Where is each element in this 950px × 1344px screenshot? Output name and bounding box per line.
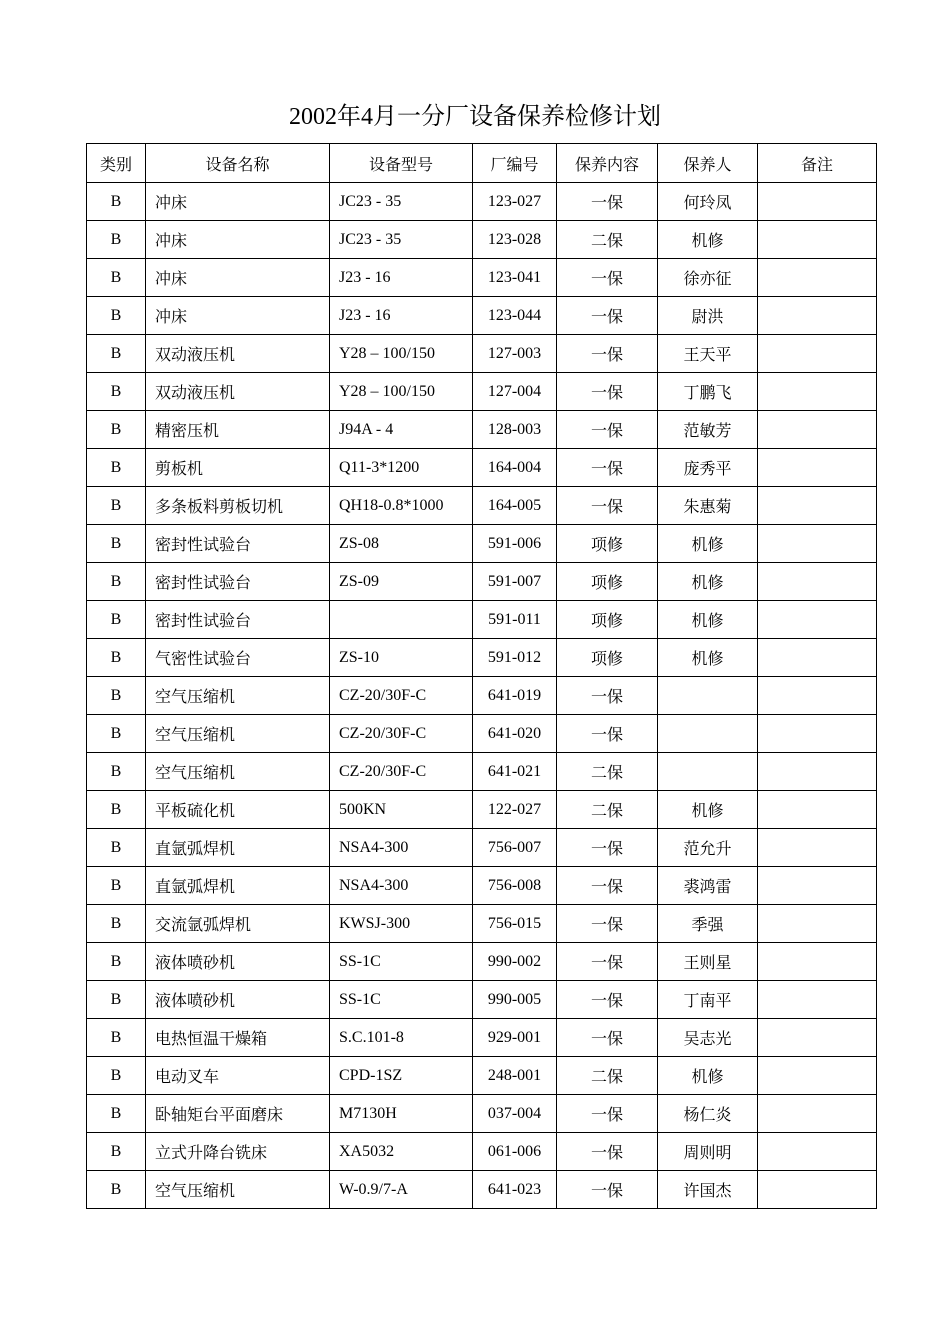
table-row bbox=[87, 981, 877, 1019]
cell-maintainer: 机修 bbox=[658, 791, 758, 829]
cell-equipment-model: XA5032 bbox=[330, 1133, 473, 1171]
cell-maintainer: 机修 bbox=[658, 639, 758, 677]
cell-maintainer: 机修 bbox=[658, 563, 758, 601]
cell-factory-number: 123-027 bbox=[473, 183, 557, 221]
cell-category: B bbox=[87, 601, 146, 639]
cell-remarks bbox=[758, 867, 877, 905]
cell-maintainer bbox=[658, 715, 758, 753]
cell-equipment-model: ZS-10 bbox=[330, 639, 473, 677]
cell-remarks bbox=[758, 905, 877, 943]
cell-maintenance-content: 一保 bbox=[557, 677, 658, 715]
cell-category: B bbox=[87, 335, 146, 373]
cell-remarks bbox=[758, 487, 877, 525]
header-maintainer: 保养人 bbox=[658, 144, 758, 183]
cell-maintenance-content: 一保 bbox=[557, 487, 658, 525]
cell-factory-number: 123-028 bbox=[473, 221, 557, 259]
cell-factory-number: 591-011 bbox=[473, 601, 557, 639]
table-row bbox=[87, 829, 877, 867]
cell-equipment-name: 平板硫化机 bbox=[146, 791, 330, 829]
cell-maintainer: 机修 bbox=[658, 221, 758, 259]
cell-remarks bbox=[758, 1171, 877, 1209]
cell-category: B bbox=[87, 411, 146, 449]
cell-factory-number: 123-041 bbox=[473, 259, 557, 297]
cell-maintainer: 王则星 bbox=[658, 943, 758, 981]
table-row bbox=[87, 525, 877, 563]
cell-equipment-name: 冲床 bbox=[146, 297, 330, 335]
cell-factory-number: 164-004 bbox=[473, 449, 557, 487]
cell-equipment-model bbox=[330, 601, 473, 639]
header-maintenance-content: 保养内容 bbox=[557, 144, 658, 183]
cell-equipment-name: 直氩弧焊机 bbox=[146, 867, 330, 905]
cell-maintenance-content: 一保 bbox=[557, 905, 658, 943]
header-factory-number: 厂编号 bbox=[473, 144, 557, 183]
table-row bbox=[87, 259, 877, 297]
cell-equipment-model: J23 - 16 bbox=[330, 259, 473, 297]
table-row bbox=[87, 297, 877, 335]
cell-equipment-name: 双动液压机 bbox=[146, 373, 330, 411]
cell-category: B bbox=[87, 981, 146, 1019]
cell-factory-number: 122-027 bbox=[473, 791, 557, 829]
cell-maintenance-content: 一保 bbox=[557, 259, 658, 297]
cell-equipment-model: CZ-20/30F-C bbox=[330, 753, 473, 791]
table-row bbox=[87, 411, 877, 449]
cell-maintainer: 机修 bbox=[658, 1057, 758, 1095]
cell-equipment-name: 密封性试验台 bbox=[146, 563, 330, 601]
cell-remarks bbox=[758, 753, 877, 791]
cell-equipment-name: 双动液压机 bbox=[146, 335, 330, 373]
cell-remarks bbox=[758, 791, 877, 829]
cell-maintenance-content: 一保 bbox=[557, 1133, 658, 1171]
table-row bbox=[87, 1057, 877, 1095]
cell-remarks bbox=[758, 449, 877, 487]
cell-equipment-name: 冲床 bbox=[146, 259, 330, 297]
cell-remarks bbox=[758, 525, 877, 563]
table-row bbox=[87, 791, 877, 829]
cell-factory-number: 641-021 bbox=[473, 753, 557, 791]
table-row bbox=[87, 1019, 877, 1057]
cell-maintainer: 杨仁炎 bbox=[658, 1095, 758, 1133]
cell-factory-number: 164-005 bbox=[473, 487, 557, 525]
cell-category: B bbox=[87, 259, 146, 297]
cell-equipment-model: CPD-1SZ bbox=[330, 1057, 473, 1095]
cell-category: B bbox=[87, 943, 146, 981]
cell-equipment-name: 气密性试验台 bbox=[146, 639, 330, 677]
header-equipment-name: 设备名称 bbox=[146, 144, 330, 183]
cell-equipment-name: 直氩弧焊机 bbox=[146, 829, 330, 867]
cell-remarks bbox=[758, 563, 877, 601]
cell-category: B bbox=[87, 829, 146, 867]
cell-category: B bbox=[87, 563, 146, 601]
cell-maintainer: 机修 bbox=[658, 601, 758, 639]
cell-maintainer: 范允升 bbox=[658, 829, 758, 867]
cell-equipment-model: NSA4-300 bbox=[330, 829, 473, 867]
table-row bbox=[87, 335, 877, 373]
cell-maintenance-content: 一保 bbox=[557, 335, 658, 373]
cell-equipment-name: 密封性试验台 bbox=[146, 525, 330, 563]
cell-equipment-model: CZ-20/30F-C bbox=[330, 715, 473, 753]
cell-remarks bbox=[758, 943, 877, 981]
cell-remarks bbox=[758, 373, 877, 411]
cell-maintainer: 周则明 bbox=[658, 1133, 758, 1171]
cell-remarks bbox=[758, 411, 877, 449]
header-category: 类别 bbox=[87, 144, 146, 183]
cell-equipment-name: 空气压缩机 bbox=[146, 1171, 330, 1209]
cell-maintenance-content: 一保 bbox=[557, 183, 658, 221]
cell-category: B bbox=[87, 677, 146, 715]
cell-factory-number: 929-001 bbox=[473, 1019, 557, 1057]
cell-equipment-model: J23 - 16 bbox=[330, 297, 473, 335]
table-row bbox=[87, 563, 877, 601]
cell-factory-number: 127-004 bbox=[473, 373, 557, 411]
cell-factory-number: 756-007 bbox=[473, 829, 557, 867]
cell-remarks bbox=[758, 981, 877, 1019]
cell-maintenance-content: 一保 bbox=[557, 981, 658, 1019]
cell-factory-number: 591-006 bbox=[473, 525, 557, 563]
cell-equipment-name: 冲床 bbox=[146, 183, 330, 221]
cell-equipment-model: S.C.101-8 bbox=[330, 1019, 473, 1057]
table-row bbox=[87, 639, 877, 677]
cell-equipment-name: 交流氩弧焊机 bbox=[146, 905, 330, 943]
cell-category: B bbox=[87, 1057, 146, 1095]
cell-category: B bbox=[87, 525, 146, 563]
cell-equipment-name: 立式升降台铣床 bbox=[146, 1133, 330, 1171]
cell-equipment-model: Y28 – 100/150 bbox=[330, 373, 473, 411]
cell-factory-number: 248-001 bbox=[473, 1057, 557, 1095]
cell-factory-number: 990-005 bbox=[473, 981, 557, 1019]
cell-remarks bbox=[758, 715, 877, 753]
cell-maintenance-content: 一保 bbox=[557, 829, 658, 867]
cell-equipment-name: 电热恒温干燥箱 bbox=[146, 1019, 330, 1057]
cell-equipment-model: Q11-3*1200 bbox=[330, 449, 473, 487]
cell-category: B bbox=[87, 905, 146, 943]
cell-equipment-name: 密封性试验台 bbox=[146, 601, 330, 639]
cell-equipment-name: 卧轴矩台平面磨床 bbox=[146, 1095, 330, 1133]
cell-maintenance-content: 二保 bbox=[557, 1057, 658, 1095]
cell-equipment-model: SS-1C bbox=[330, 943, 473, 981]
cell-maintenance-content: 一保 bbox=[557, 943, 658, 981]
table-row bbox=[87, 601, 877, 639]
cell-maintenance-content: 一保 bbox=[557, 1095, 658, 1133]
cell-equipment-model: KWSJ-300 bbox=[330, 905, 473, 943]
cell-remarks bbox=[758, 335, 877, 373]
cell-maintenance-content: 项修 bbox=[557, 601, 658, 639]
cell-maintenance-content: 项修 bbox=[557, 639, 658, 677]
cell-equipment-name: 电动叉车 bbox=[146, 1057, 330, 1095]
table-row bbox=[87, 373, 877, 411]
cell-remarks bbox=[758, 297, 877, 335]
table-row bbox=[87, 1171, 877, 1209]
cell-equipment-name: 冲床 bbox=[146, 221, 330, 259]
cell-maintenance-content: 二保 bbox=[557, 221, 658, 259]
cell-factory-number: 641-023 bbox=[473, 1171, 557, 1209]
table-row bbox=[87, 1133, 877, 1171]
table-row bbox=[87, 867, 877, 905]
cell-category: B bbox=[87, 867, 146, 905]
table-row bbox=[87, 221, 877, 259]
cell-category: B bbox=[87, 791, 146, 829]
cell-equipment-name: 液体喷砂机 bbox=[146, 981, 330, 1019]
cell-category: B bbox=[87, 449, 146, 487]
cell-maintenance-content: 一保 bbox=[557, 449, 658, 487]
table-row bbox=[87, 1095, 877, 1133]
cell-maintainer: 裘鸿雷 bbox=[658, 867, 758, 905]
cell-category: B bbox=[87, 639, 146, 677]
cell-maintainer: 尉洪 bbox=[658, 297, 758, 335]
cell-equipment-model: JC23 - 35 bbox=[330, 221, 473, 259]
document-title: 2002年4月一分厂设备保养检修计划 bbox=[289, 104, 661, 130]
cell-equipment-model: CZ-20/30F-C bbox=[330, 677, 473, 715]
cell-category: B bbox=[87, 1019, 146, 1057]
cell-maintainer: 丁鹏飞 bbox=[658, 373, 758, 411]
cell-equipment-model: W-0.9/7-A bbox=[330, 1171, 473, 1209]
table-row bbox=[87, 487, 877, 525]
table-row bbox=[87, 905, 877, 943]
cell-remarks bbox=[758, 639, 877, 677]
cell-equipment-model: QH18-0.8*1000 bbox=[330, 487, 473, 525]
table-row bbox=[87, 183, 877, 221]
cell-equipment-model: ZS-08 bbox=[330, 525, 473, 563]
cell-category: B bbox=[87, 715, 146, 753]
cell-equipment-model: ZS-09 bbox=[330, 563, 473, 601]
cell-category: B bbox=[87, 221, 146, 259]
cell-maintenance-content: 二保 bbox=[557, 753, 658, 791]
cell-maintainer: 季强 bbox=[658, 905, 758, 943]
cell-maintainer: 王天平 bbox=[658, 335, 758, 373]
cell-maintainer: 庞秀平 bbox=[658, 449, 758, 487]
table-header-row bbox=[87, 144, 877, 183]
cell-category: B bbox=[87, 487, 146, 525]
cell-equipment-name: 空气压缩机 bbox=[146, 715, 330, 753]
cell-remarks bbox=[758, 601, 877, 639]
table-row bbox=[87, 943, 877, 981]
cell-category: B bbox=[87, 753, 146, 791]
cell-category: B bbox=[87, 297, 146, 335]
cell-equipment-name: 剪板机 bbox=[146, 449, 330, 487]
cell-equipment-name: 多条板料剪板切机 bbox=[146, 487, 330, 525]
cell-remarks bbox=[758, 183, 877, 221]
table-row bbox=[87, 449, 877, 487]
cell-maintenance-content: 二保 bbox=[557, 791, 658, 829]
cell-maintenance-content: 一保 bbox=[557, 373, 658, 411]
cell-factory-number: 591-012 bbox=[473, 639, 557, 677]
cell-maintainer: 徐亦征 bbox=[658, 259, 758, 297]
cell-category: B bbox=[87, 1095, 146, 1133]
cell-maintainer bbox=[658, 753, 758, 791]
cell-equipment-model: JC23 - 35 bbox=[330, 183, 473, 221]
cell-maintainer: 何玲凤 bbox=[658, 183, 758, 221]
maintenance-plan-table bbox=[86, 143, 877, 1209]
cell-maintenance-content: 一保 bbox=[557, 1171, 658, 1209]
cell-maintainer: 许国杰 bbox=[658, 1171, 758, 1209]
cell-maintainer: 吴志光 bbox=[658, 1019, 758, 1057]
cell-remarks bbox=[758, 677, 877, 715]
cell-factory-number: 127-003 bbox=[473, 335, 557, 373]
cell-category: B bbox=[87, 1171, 146, 1209]
cell-remarks bbox=[758, 1057, 877, 1095]
cell-factory-number: 990-002 bbox=[473, 943, 557, 981]
cell-maintenance-content: 一保 bbox=[557, 1019, 658, 1057]
cell-equipment-name: 空气压缩机 bbox=[146, 677, 330, 715]
cell-equipment-name: 空气压缩机 bbox=[146, 753, 330, 791]
cell-remarks bbox=[758, 221, 877, 259]
table-row bbox=[87, 677, 877, 715]
cell-maintenance-content: 一保 bbox=[557, 715, 658, 753]
cell-remarks bbox=[758, 1133, 877, 1171]
header-remarks: 备注 bbox=[758, 144, 877, 183]
cell-equipment-model: SS-1C bbox=[330, 981, 473, 1019]
cell-equipment-model: Y28 – 100/150 bbox=[330, 335, 473, 373]
cell-maintenance-content: 项修 bbox=[557, 563, 658, 601]
cell-remarks bbox=[758, 829, 877, 867]
cell-factory-number: 591-007 bbox=[473, 563, 557, 601]
cell-maintainer bbox=[658, 677, 758, 715]
cell-factory-number: 128-003 bbox=[473, 411, 557, 449]
cell-category: B bbox=[87, 1133, 146, 1171]
table-row bbox=[87, 753, 877, 791]
cell-maintainer: 机修 bbox=[658, 525, 758, 563]
cell-remarks bbox=[758, 1019, 877, 1057]
table-body bbox=[87, 183, 877, 1209]
cell-factory-number: 756-008 bbox=[473, 867, 557, 905]
header-equipment-model: 设备型号 bbox=[330, 144, 473, 183]
cell-remarks bbox=[758, 1095, 877, 1133]
cell-factory-number: 756-015 bbox=[473, 905, 557, 943]
cell-equipment-model: NSA4-300 bbox=[330, 867, 473, 905]
cell-remarks bbox=[758, 259, 877, 297]
cell-equipment-name: 液体喷砂机 bbox=[146, 943, 330, 981]
cell-factory-number: 641-019 bbox=[473, 677, 557, 715]
cell-factory-number: 037-004 bbox=[473, 1095, 557, 1133]
cell-equipment-model: J94A - 4 bbox=[330, 411, 473, 449]
cell-category: B bbox=[87, 373, 146, 411]
cell-factory-number: 123-044 bbox=[473, 297, 557, 335]
cell-maintenance-content: 项修 bbox=[557, 525, 658, 563]
cell-maintenance-content: 一保 bbox=[557, 297, 658, 335]
cell-equipment-model: 500KN bbox=[330, 791, 473, 829]
cell-maintenance-content: 一保 bbox=[557, 867, 658, 905]
cell-equipment-model: M7130H bbox=[330, 1095, 473, 1133]
cell-maintenance-content: 一保 bbox=[557, 411, 658, 449]
cell-maintainer: 朱惠菊 bbox=[658, 487, 758, 525]
cell-factory-number: 641-020 bbox=[473, 715, 557, 753]
cell-maintainer: 丁南平 bbox=[658, 981, 758, 1019]
table-row bbox=[87, 715, 877, 753]
cell-category: B bbox=[87, 183, 146, 221]
cell-equipment-name: 精密压机 bbox=[146, 411, 330, 449]
cell-maintainer: 范敏芳 bbox=[658, 411, 758, 449]
cell-factory-number: 061-006 bbox=[473, 1133, 557, 1171]
